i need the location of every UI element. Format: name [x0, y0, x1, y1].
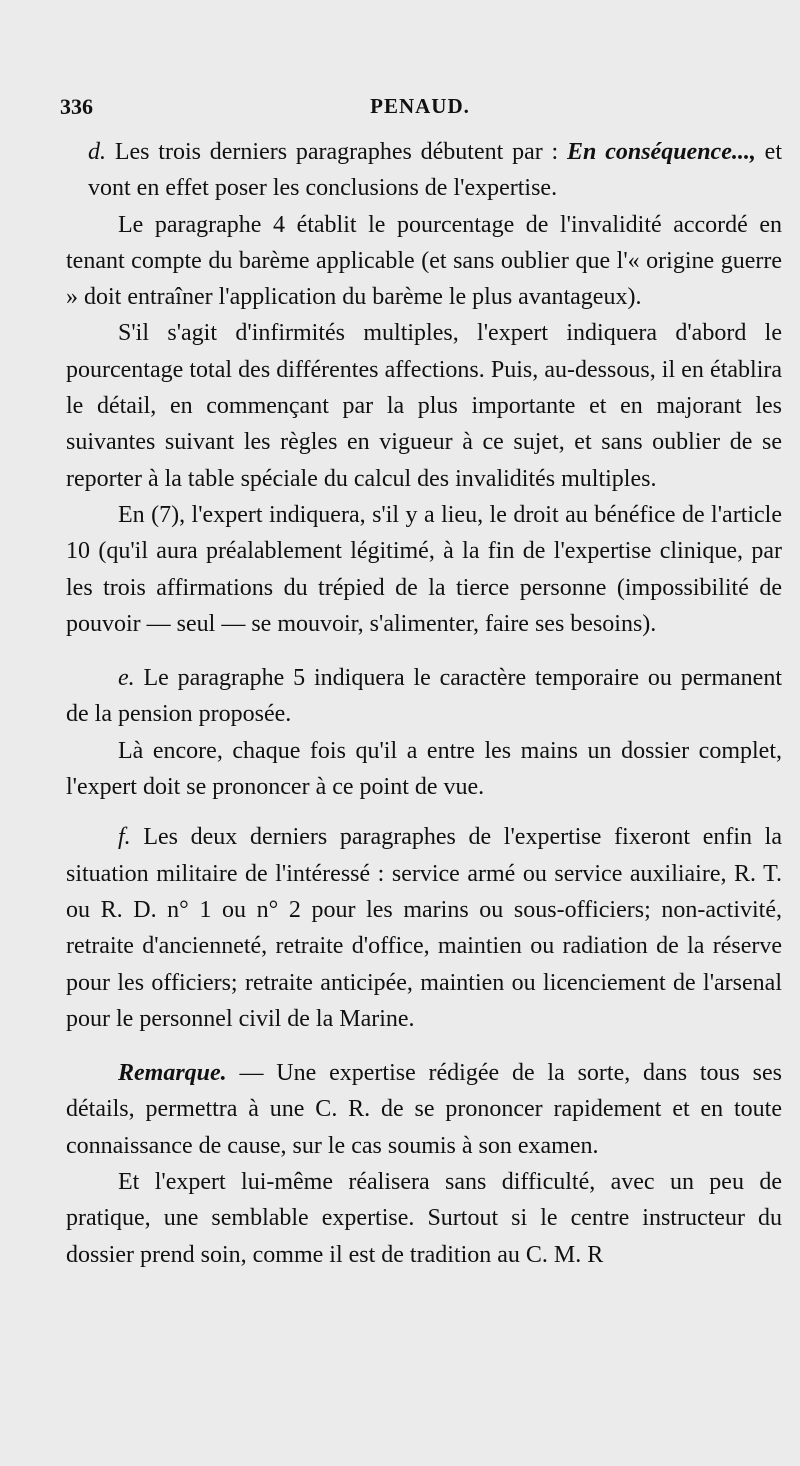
paragraph-d — [66, 134, 782, 207]
paragraph-gap — [66, 642, 782, 660]
paragraph-marker-d: d. — [88, 139, 106, 165]
paragraph-remarque — [66, 1055, 782, 1164]
page-number: 336 — [60, 94, 93, 119]
paragraph-gap — [66, 805, 782, 819]
paragraph-marker-f: f. — [118, 824, 131, 851]
paragraph-remarque-text: — Une expertise rédigée de la sorte, dans tous ses détails, permettra à une C. R. de se prononcer rapidement et en toute connaissance de cause, sur le cas soumis à son examen. — [66, 1060, 782, 1159]
paragraph-d-text-b: et vont en effet poser les conclusions de l'expertise. — [88, 139, 782, 202]
paragraph-gap — [66, 1037, 782, 1055]
paragraph-e — [66, 660, 782, 733]
running-header — [60, 94, 780, 124]
paragraph-d-text-a: Les trois derniers paragraphes débutent par : — [106, 139, 568, 165]
paragraph-f-text: Les deux derniers paragraphes de l'expertise fixeront enfin la situation militaire de l'intéressé : service armé ou service auxiliaire, R. T. ou R. D. n° 1 ou n° 2 pour les marins ou sous-officiers; non-activité, retraite d'ancienneté, retraite d'office, maintien ou radiation de la réserve pour les officiers; retraite anticipée, maintien ou licenciement de l'arsenal pour le personnel civil de la Marine. — [66, 824, 782, 1032]
paragraph-conclusion: Et l'expert lui-même réalisera sans difficulté, avec un peu de pratique, une semblable expertise. Surtout si le centre instructeur du dossier prend soin, comme il est de tradition au C. M. R — [66, 1169, 782, 1268]
running-title: PENAUD. — [370, 94, 470, 118]
paragraph-multiple-infirmities: S'il s'agit d'infirmités multiples, l'expert indiquera d'abord le pourcentage total des différentes affections. Puis, au-dessous, il en établira le détail, en commençant par la plus importante et en majorant les suivantes suivant les règles en vigueur à ce sujet, et sans oublier de se reporter à la table spéciale du calcul des invalidités multiples. — [66, 320, 782, 492]
paragraph-marker-e: e. — [118, 665, 135, 692]
paragraph-percentage: Le paragraphe 4 établit le pourcentage de l'invalidité accordé en tenant compte du barème applicable (et sans oublier que l'« origine guerre » doit entraîner l'application du barème le plus avantageux). — [66, 211, 782, 311]
paragraph-d-emphasis: En conséquence..., — [567, 139, 756, 165]
paragraph-e-text: Le paragraphe 5 indiquera le caractère temporaire ou permanent de la pension proposée. — [66, 665, 782, 728]
paragraph-f — [66, 819, 782, 1037]
paragraph-dossier: Là encore, chaque fois qu'il a entre les mains un dossier complet, l'expert doit se prononcer à ce point de vue. — [66, 737, 782, 801]
body-text — [66, 134, 782, 1273]
paragraph-article-10: En (7), l'expert indiquera, s'il y a lieu, le droit au bénéfice de l'article 10 (qu'il aura préalablement légitimé, à la fin de l'expertise clinique, par les trois affirmations du trépied de la tierce personne (impossibilité de pouvoir — seul — se mouvoir, s'alimenter, faire ses besoins). — [66, 501, 782, 637]
remarque-label: Remarque. — [118, 1060, 227, 1087]
